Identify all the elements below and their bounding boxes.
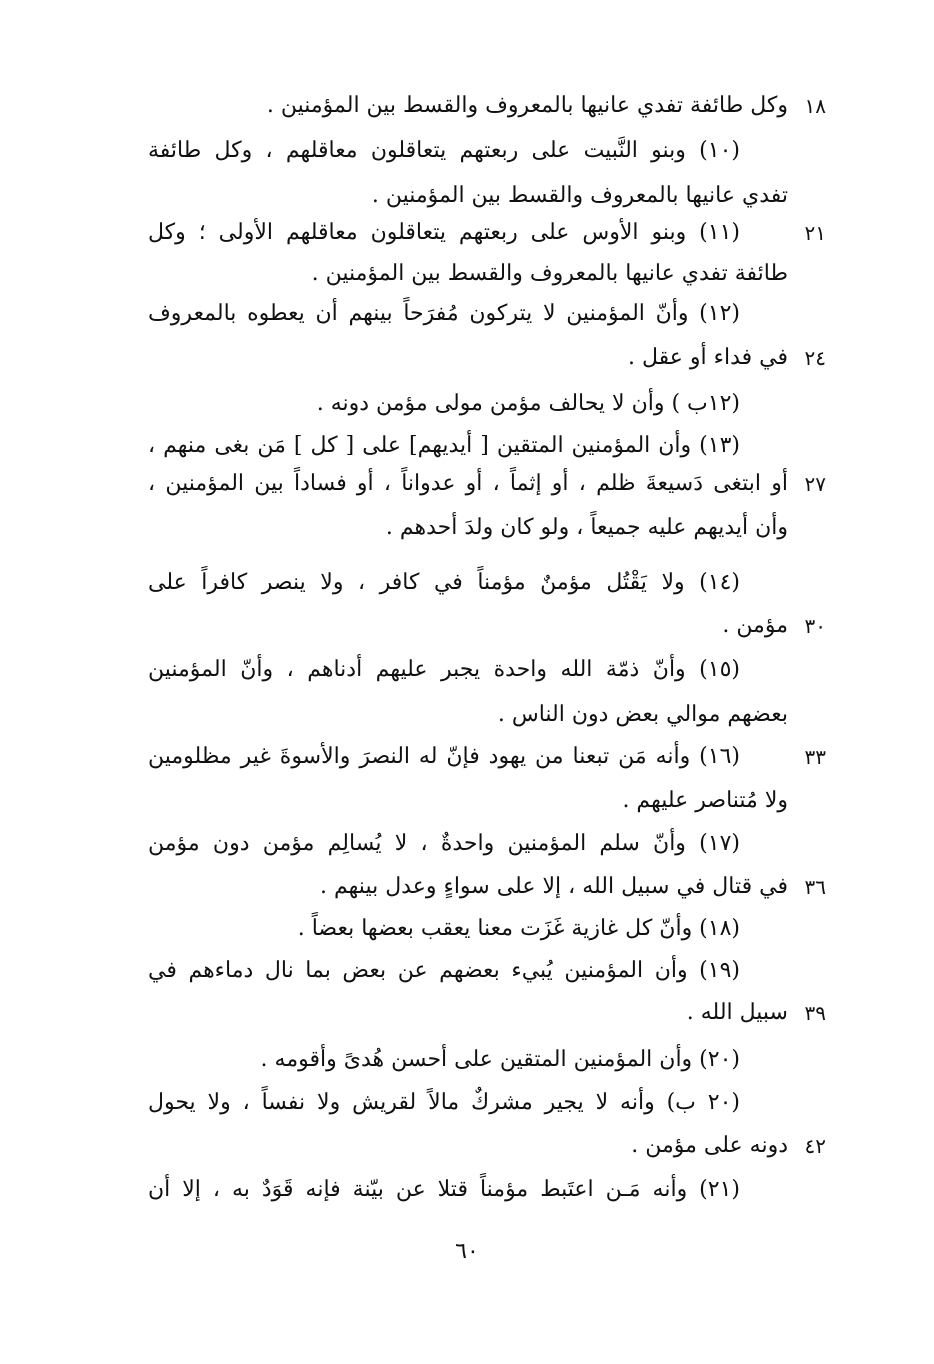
line-number: ٣٠ bbox=[804, 614, 826, 638]
line-number: ٢٤ bbox=[804, 346, 826, 370]
text-line: ولا مُتناصر عليهم . bbox=[622, 788, 788, 813]
line-number: ١٨ bbox=[804, 94, 826, 118]
line-number: ٣٩ bbox=[804, 1001, 826, 1025]
text-line: سبيل الله . bbox=[686, 1000, 788, 1025]
text-line: في فداء أو عقل . bbox=[628, 345, 788, 370]
text-line: (١٢) وأنّ المؤمنين لا يتركون مُفرَحاً بينهم أن يعطوه بالمعروف bbox=[148, 301, 740, 326]
text-line: (٢٠) وأن المؤمنين المتقين على أحسن هُدىً وأقومه . bbox=[260, 1047, 740, 1072]
text-line: (١٤) ولا يَقْتُل مؤمنٌ مؤمناً في كافر ، ولا ينصر كافراً على bbox=[148, 570, 740, 595]
text-line: في قتال في سبيل الله ، إلا على سواءٍ وعدل بينهم . bbox=[320, 874, 788, 899]
text-line: تفدي عانيها بالمعروف والقسط بين المؤمنين . bbox=[371, 183, 788, 208]
line-number: ٣٦ bbox=[804, 875, 826, 899]
text-line: (١٨) وأنّ كل غازية غَزَت معنا يعقب بعضها بعضاً . bbox=[297, 916, 740, 941]
page-number: ٦٠ bbox=[455, 1239, 479, 1264]
text-line: (١١) وبنو الأوس على ربعتهم يتعاقلون معاقلهم الأولى ؛ وكل bbox=[148, 220, 740, 245]
line-number: ٤٢ bbox=[804, 1134, 826, 1158]
text-line: أو ابتغى دَسيعةَ ظلم ، أو إثماً ، أو عدواناً ، أو فساداً بين المؤمنين ، bbox=[148, 471, 788, 496]
line-number: ٢٧ bbox=[804, 472, 826, 496]
line-number: ٢١ bbox=[804, 221, 826, 245]
text-line: وكل طائفة تفدي عانيها بالمعروف والقسط بين المؤمنين . bbox=[266, 93, 788, 118]
text-line: وأن أيديهم عليه جميعاً ، ولو كان ولدَ أحدهم . bbox=[385, 515, 788, 540]
text-line: (١٣) وأن المؤمنين المتقين [ أيديهم] على [ كل ] مَن بغى منهم ، bbox=[148, 433, 740, 458]
text-line: بعضهم موالي بعض دون الناس . bbox=[497, 702, 788, 727]
text-line: (٢٠ ب) وأنه لا يجير مشركٌ مالاً لقريش ولا نفساً ، ولا يحول bbox=[148, 1090, 740, 1115]
text-line: (٢١) وأنه مَـن اعتَبط مؤمناً قتلا عن بيّنة فإنه قَوَدٌ به ، إلا أن bbox=[148, 1177, 740, 1202]
text-line: (١٧) وأنّ سلم المؤمنين واحدةٌ ، لا يُسالِم مؤمن دون مؤمن bbox=[148, 831, 740, 856]
text-line: (١٩) وأن المؤمنين يُبيء بعضهم عن بعض بما نال دماءهم في bbox=[148, 958, 740, 983]
text-line: (١٦) وأنه مَن تبعنا من يهود فإنّ له النصرَ والأسوةَ غير مظلومين bbox=[148, 744, 740, 769]
line-number: ٣٣ bbox=[804, 745, 826, 769]
text-line: (١٢ب ) وأن لا يحالف مؤمن مولى مؤمن دونه . bbox=[316, 391, 740, 416]
text-line: (١٥) وأنّ ذمّة الله واحدة يجبر عليهم أدناهم ، وأنّ المؤمنين bbox=[148, 657, 740, 682]
text-line: مؤمن . bbox=[722, 613, 788, 638]
text-line: طائفة تفدي عانيها بالمعروف والقسط بين المؤمنين . bbox=[311, 261, 788, 286]
text-line: (١٠) وبنو النَّبيت على ربعتهم يتعاقلون معاقلهم ، وكل طائفة bbox=[148, 138, 740, 163]
text-line: دونه على مؤمن . bbox=[631, 1133, 788, 1158]
